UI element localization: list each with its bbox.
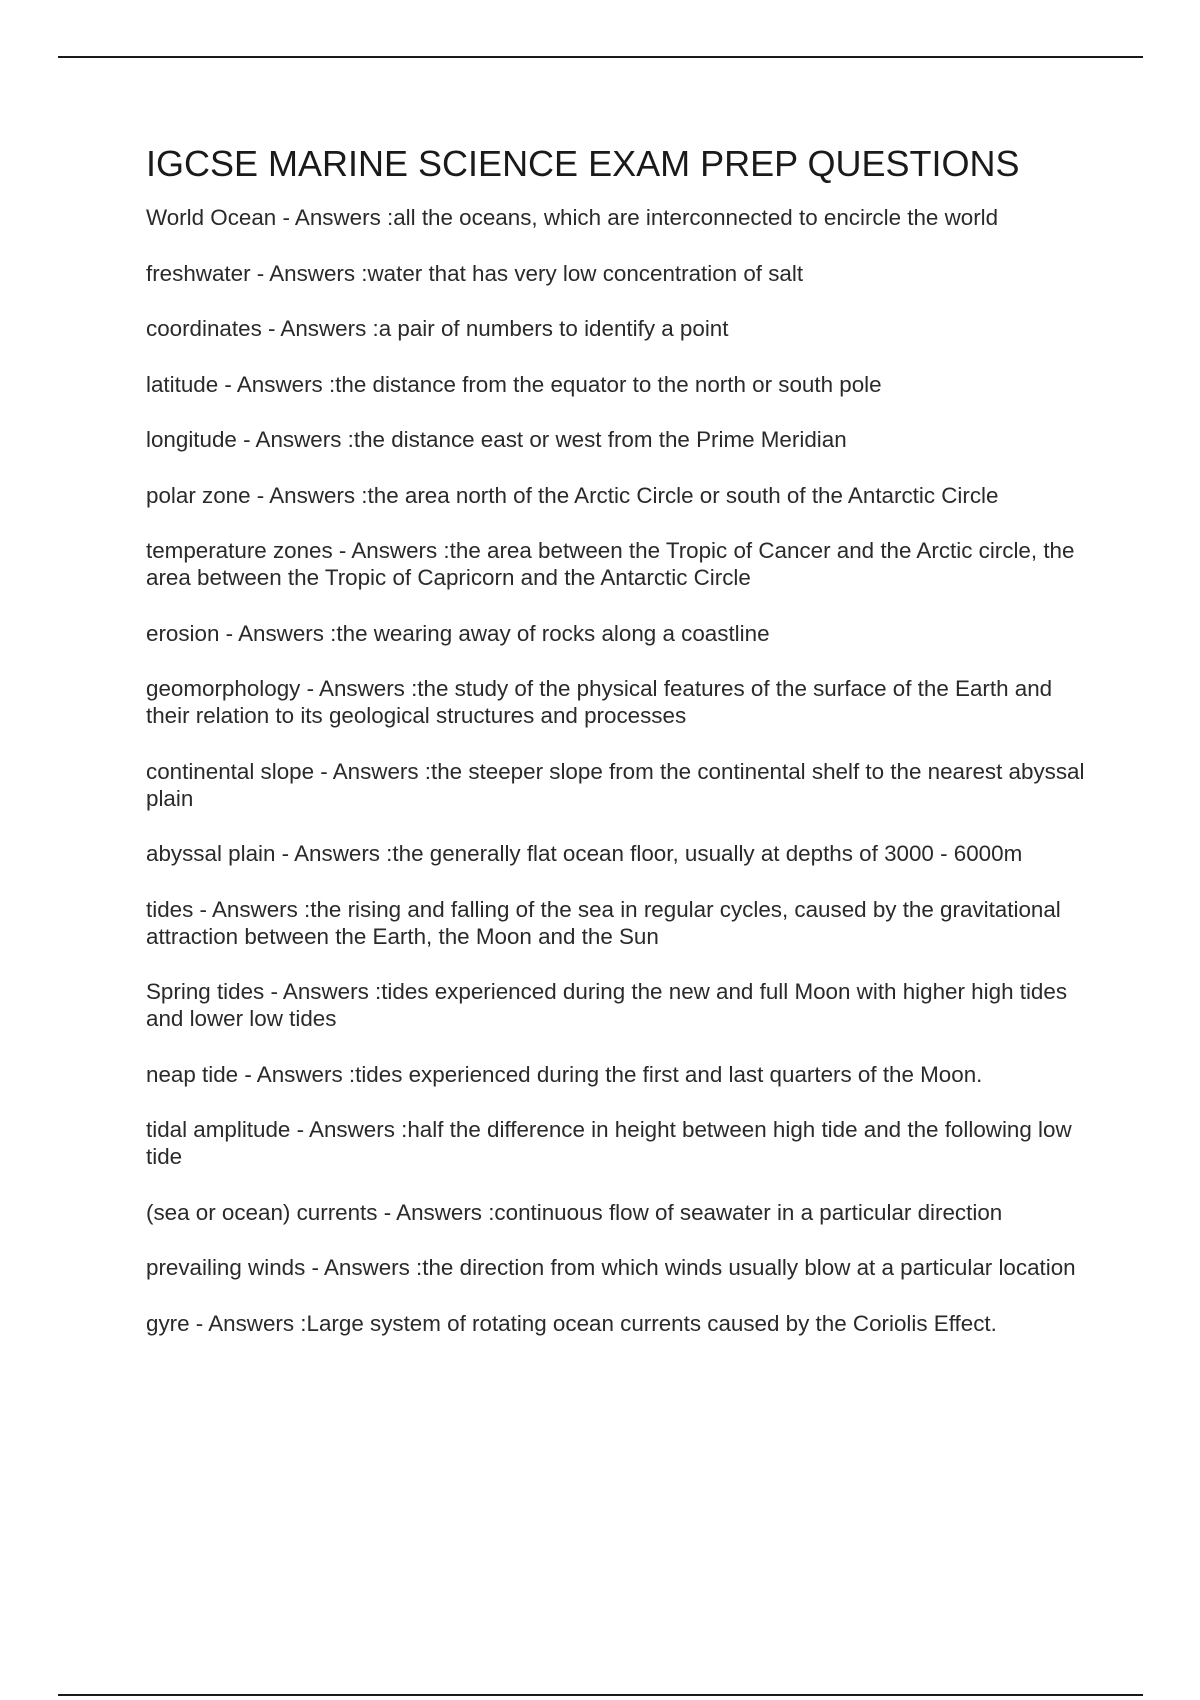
qa-entry: erosion - Answers :the wearing away of rocks along a coastline (146, 620, 770, 646)
qa-entry: coordinates - Answers :a pair of numbers to identify a point (146, 316, 729, 341)
qa-entry: prevailing winds - Answers :the direction from which winds usually blow at a particular location (146, 1255, 1076, 1280)
qa-entry: gyre - Answers :Large system of rotating ocean currents caused by the Coriolis Effect. (146, 1310, 997, 1336)
document-body (146, 142, 1091, 1365)
top-divider (58, 56, 1143, 58)
qa-entry: polar zone - Answers :the area north of the Arctic Circle or south of the Antarctic Circle (146, 482, 999, 508)
qa-entry: Spring tides - Answers :tides experienced during the new and full Moon with higher high tides and lower low tides (146, 979, 1068, 1031)
bottom-divider (58, 1694, 1143, 1696)
qa-entry: freshwater - Answers :water that has very low concentration of salt (146, 260, 804, 286)
document-title: IGCSE MARINE SCIENCE EXAM PREP QUESTIONS (146, 143, 1020, 184)
qa-entry: World Ocean - Answers :all the oceans, which are interconnected to encircle the world (146, 205, 999, 230)
qa-entry: neap tide - Answers :tides experienced during the first and last quarters of the Moon. (146, 1061, 983, 1087)
qa-entry: continental slope - Answers :the steeper slope from the continental shelf to the nearest abyssal plain (146, 758, 1085, 811)
qa-entry: geomorphology - Answers :the study of the physical features of the surface of the Earth and their relation to its geological structures and processes (146, 676, 1053, 728)
qa-entry: tidal amplitude - Answers :half the difference in height between high tide and the following low tide (146, 1117, 1072, 1169)
qa-entry: temperature zones - Answers :the area between the Tropic of Cancer and the Arctic circle, the area between the Tropic of Capricorn and the Antarctic Circle (146, 538, 1075, 590)
qa-entry: tides - Answers :the rising and falling of the sea in regular cycles, caused by the gravitational attraction between the Earth, the Moon and the Sun (146, 896, 1061, 949)
qa-list (146, 204, 1091, 1337)
qa-entry: (sea or ocean) currents - Answers :continuous flow of seawater in a particular direction (146, 1199, 1003, 1225)
qa-entry: latitude - Answers :the distance from the equator to the north or south pole (146, 371, 882, 397)
qa-entry: abyssal plain - Answers :the generally flat ocean floor, usually at depths of 3000 - 6000m (146, 841, 1023, 866)
qa-entry: longitude - Answers :the distance east or west from the Prime Meridian (146, 427, 847, 452)
